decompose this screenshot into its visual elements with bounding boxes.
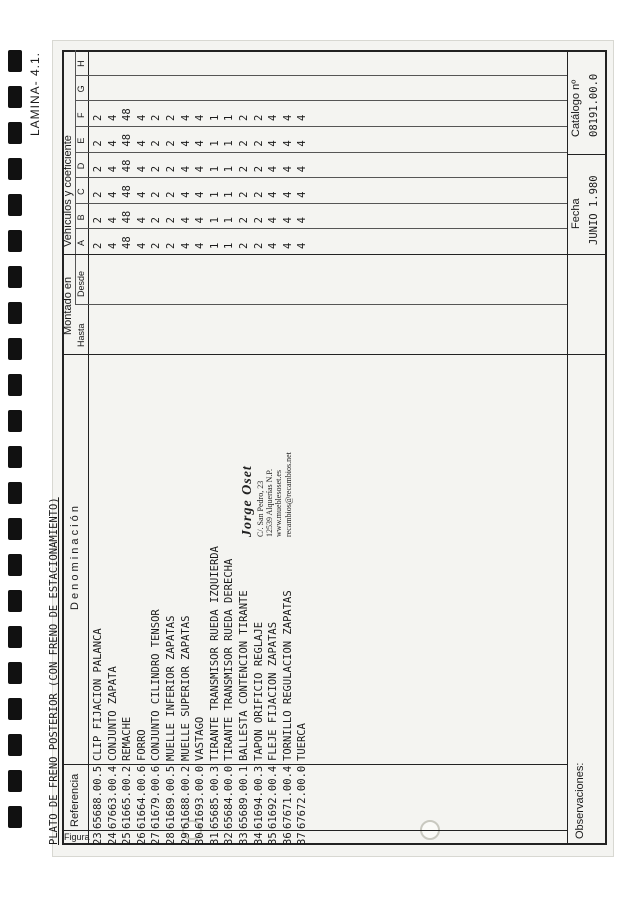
part-name: TAPON ORIFICIO REGLAJE	[252, 621, 265, 761]
coefficient-value: 2	[238, 165, 250, 173]
coefficient-value: 2	[92, 217, 104, 224]
coefficient-value: 1	[208, 242, 221, 249]
figure-number: 27	[150, 832, 163, 845]
header-divider	[88, 50, 89, 845]
vehicle-col-header: E	[76, 137, 86, 144]
table-row	[209, 50, 223, 845]
vehicle-col-header: B	[76, 214, 86, 221]
figure-number: 24	[106, 832, 119, 845]
coefficient-value: 4	[135, 165, 148, 173]
footer-divider	[567, 50, 568, 845]
coefficient-value: 4	[135, 217, 148, 224]
coefficient-value: 4	[296, 242, 309, 249]
coefficient-value: 48	[121, 185, 134, 198]
coefficient-value: 4	[194, 140, 207, 147]
figure-number: 37	[296, 832, 309, 845]
table-row	[180, 50, 194, 845]
coefficient-value: 4	[179, 140, 192, 147]
dealer-stamp	[240, 387, 293, 537]
parts-sheet	[28, 50, 607, 845]
coefficient-value: 2	[252, 165, 265, 173]
binding-ring	[8, 554, 22, 576]
vehiculos-header: Vehículos y coeficiente	[62, 135, 74, 247]
coefficient-value: 4	[296, 140, 309, 147]
part-name: FORRO	[135, 729, 148, 761]
coefficient-value: 2	[252, 191, 265, 198]
reference-number: 67663.00.4	[106, 765, 119, 829]
coefficient-value: 2	[238, 217, 250, 224]
reference-number: 61692.00.4	[267, 765, 280, 829]
figure-number: 34	[252, 832, 265, 845]
coefficient-value: 4	[267, 165, 280, 173]
binding-ring	[8, 446, 22, 468]
coefficient-value: 4	[194, 242, 207, 249]
coefficient-value: 2	[252, 217, 265, 224]
coefficient-value: 2	[150, 242, 163, 249]
figure-number: 30	[194, 832, 207, 845]
coefficient-value: 1	[208, 114, 221, 121]
table-row	[92, 50, 106, 845]
binding-ring	[8, 806, 22, 828]
coefficient-value: 4	[179, 165, 192, 173]
binding-ring	[8, 230, 22, 252]
coefficient-value: 2	[238, 114, 250, 121]
coefficient-value: 4	[106, 191, 119, 198]
montado-en-header: Montado en	[62, 276, 74, 335]
reference-number: 65689.00.1	[238, 765, 250, 829]
coefficient-value: 2	[150, 217, 163, 224]
figure-number: 36	[281, 832, 294, 845]
part-name: TUERCA	[296, 723, 309, 761]
coefficient-value: 4	[281, 165, 294, 173]
coefficient-value: 4	[296, 191, 309, 198]
binding-ring	[8, 770, 22, 792]
coefficient-value: 1	[208, 140, 221, 147]
fecha-label: Fecha	[570, 198, 582, 229]
coefficient-value: 4	[106, 165, 119, 173]
reference-number: 61688.00.2	[179, 765, 192, 829]
coefficient-value: 4	[194, 217, 207, 224]
coefficient-value: 2	[150, 140, 163, 147]
figura-header: Figura	[64, 832, 90, 842]
part-name: VASTAGO	[194, 716, 207, 761]
coefficient-value: 4	[281, 140, 294, 147]
binding-ring	[8, 50, 22, 72]
binding-ring	[8, 122, 22, 144]
binding-ring	[8, 590, 22, 612]
coefficient-value: 4	[281, 217, 294, 224]
coefficient-value: 4	[267, 242, 280, 249]
coefficient-value: 2	[92, 242, 104, 249]
coefficient-value: 48	[121, 133, 134, 147]
coefficient-value: 4	[179, 114, 192, 121]
coefficient-value: 1	[223, 140, 236, 147]
figure-number: 23	[92, 832, 104, 845]
figure-number: 29	[179, 832, 192, 845]
vehicle-col-header: H	[76, 60, 86, 67]
table-row	[223, 50, 237, 845]
coefficient-value: 2	[238, 191, 250, 198]
coefficient-value: 48	[121, 210, 134, 224]
coefficient-value: 4	[296, 165, 309, 173]
figure-number: 26	[135, 832, 148, 845]
reference-number: 67672.00.0	[296, 765, 309, 829]
coefficient-value: 2	[165, 191, 177, 198]
figure-number: 33	[238, 832, 250, 845]
coefficient-value: 1	[223, 114, 236, 121]
binding-ring	[8, 734, 22, 756]
denominacion-header: D e n o m i n a c i ó n	[69, 506, 81, 610]
observaciones-label: Observaciones:	[574, 762, 586, 839]
part-name: CONJUNTO ZAPATA	[106, 666, 119, 761]
lamina-label: LAMINA- 4.1.	[28, 52, 42, 137]
coefficient-value: 2	[165, 242, 177, 249]
reference-number: 67671.00.4	[281, 765, 294, 829]
coefficient-value: 2	[165, 140, 177, 147]
desde-header: Desde	[76, 270, 86, 297]
binding-ring	[8, 482, 22, 504]
coefficient-value: 1	[223, 217, 236, 224]
coefficient-value: 4	[179, 217, 192, 224]
coefficient-value: 1	[223, 191, 236, 198]
coefficient-value: 4	[267, 114, 280, 121]
binding-ring	[8, 698, 22, 720]
part-name: REMACHE	[121, 716, 134, 761]
table-row	[107, 50, 121, 845]
coefficient-value: 4	[106, 114, 119, 121]
coefficient-value: 1	[208, 191, 221, 198]
table-row	[296, 50, 310, 845]
reference-number: 65685.00.3	[208, 765, 221, 829]
coefficient-value: 4	[194, 165, 207, 173]
coefficient-value: 2	[92, 191, 104, 198]
part-name: TIRANTE TRANSMISOR RUEDA DERECHA	[223, 558, 236, 761]
stamp-name: Jorge Oset	[240, 465, 255, 537]
fecha-value: JUNIO 1.980	[588, 175, 600, 245]
catalogo-label: Catálogo nº	[570, 79, 582, 137]
coefficient-value: 4	[296, 217, 309, 224]
stamp-line: 12539 Alquerías N.P.	[265, 469, 275, 537]
coefficient-value: 1	[208, 165, 221, 173]
coefficient-value: 1	[223, 242, 236, 249]
coefficient-value: 4	[194, 114, 207, 121]
coefficient-value: 48	[121, 159, 134, 173]
binding-ring	[8, 302, 22, 324]
figure-number: 31	[208, 832, 221, 845]
table-row	[194, 50, 208, 845]
figure-number: 32	[223, 832, 236, 845]
coefficient-value: 4	[135, 242, 148, 249]
coefficient-value: 4	[281, 242, 294, 249]
stamp-line: recambios@recambios.net	[283, 452, 293, 537]
coefficient-value: 2	[150, 191, 163, 198]
coefficient-value: 2	[252, 140, 265, 147]
vehicle-col-header: D	[76, 162, 86, 170]
coefficient-value: 2	[252, 242, 265, 249]
coefficient-value: 2	[150, 165, 163, 173]
reference-number: 61689.00.5	[165, 765, 177, 829]
coefficient-value: 1	[223, 165, 236, 173]
vehicle-col-header: F	[76, 112, 86, 118]
figure-number: 28	[165, 832, 177, 845]
reference-number: 61664.00.6	[135, 765, 148, 829]
coefficient-value: 4	[179, 191, 192, 198]
catalogo-value: 08191.00.0	[588, 73, 600, 137]
coefficient-value: 2	[165, 114, 177, 121]
binding-ring	[8, 410, 22, 432]
part-name: CONJUNTO CILINDRO TENSOR	[150, 609, 163, 761]
reference-number: 61694.00.3	[252, 765, 265, 829]
figure-number: 25	[121, 832, 134, 845]
binding-ring	[8, 518, 22, 540]
stamp-line: www.mueblesoset.es	[274, 469, 284, 537]
coefficient-value: 2	[92, 165, 104, 173]
coefficient-value: 4	[106, 217, 119, 224]
reference-number: 61693.00.0	[194, 765, 207, 829]
coefficient-value: 2	[165, 165, 177, 173]
coefficient-value: 4	[194, 191, 207, 198]
col-line-footer	[567, 154, 607, 155]
vehicle-col-header: G	[76, 85, 86, 93]
part-name: TORNILLO REGULACION ZAPATAS	[281, 590, 294, 761]
table-row	[165, 50, 179, 845]
referencia-header: Referencia	[69, 773, 81, 827]
binding-ring	[8, 158, 22, 180]
part-name: MUELLE INFERIOR ZAPATAS	[165, 615, 177, 761]
binding-ring	[8, 662, 22, 684]
binding-ring	[8, 266, 22, 288]
vehicle-col-header: A	[76, 239, 86, 246]
coefficient-value: 4	[106, 140, 119, 147]
table-row	[136, 50, 150, 845]
coefficient-value: 4	[135, 140, 148, 147]
hasta-header: Hasta	[76, 323, 86, 347]
reference-number: 65688.00.5	[92, 765, 104, 829]
coefficient-value: 2	[150, 114, 163, 121]
binding-ring	[8, 626, 22, 648]
coefficient-value: 2	[165, 217, 177, 224]
binding-ring	[8, 194, 22, 216]
part-name: TIRANTE TRANSMISOR RUEDA IZQUIERDA	[208, 546, 221, 761]
sheet-title: PLATO DE FRENO POSTERIOR (CON FRENO DE ESTACIONAMIENTO)	[48, 497, 60, 845]
coefficient-value: 4	[135, 191, 148, 198]
coefficient-value: 4	[267, 217, 280, 224]
coefficient-value: 4	[135, 114, 148, 121]
table-row	[121, 50, 135, 845]
coefficient-value: 48	[121, 236, 134, 249]
part-name: CLIP FIJACION PALANCA	[92, 628, 104, 761]
coefficient-value: 4	[106, 242, 119, 249]
reference-number: 61679.00.6	[150, 765, 163, 829]
stamp-line: C/. San Pedro, 23	[256, 480, 266, 537]
coefficient-value: 4	[267, 191, 280, 198]
coefficient-value: 4	[267, 140, 280, 147]
part-name: BALLESTA CONTENCION TIRANTE	[238, 590, 250, 761]
coefficient-value: 2	[238, 242, 250, 249]
coefficient-value: 48	[121, 108, 134, 121]
figure-number: 35	[267, 832, 280, 845]
vehicle-col-header: C	[76, 188, 86, 195]
binding-ring	[8, 338, 22, 360]
binding-rings	[8, 50, 24, 850]
coefficient-value: 4	[179, 242, 192, 249]
table-row	[150, 50, 164, 845]
binding-ring	[8, 86, 22, 108]
coefficient-value: 2	[92, 140, 104, 147]
coefficient-value: 2	[92, 114, 104, 121]
coefficient-value: 4	[281, 114, 294, 121]
binding-ring	[8, 374, 22, 396]
coefficient-value: 2	[238, 140, 250, 147]
coefficient-value: 2	[252, 114, 265, 121]
part-name: FLEJE FIJACION ZAPATAS	[267, 621, 280, 761]
reference-number: 65684.00.0	[223, 765, 236, 829]
coefficient-value: 4	[296, 114, 309, 121]
coefficient-value: 4	[281, 191, 294, 198]
part-name: MUELLE SUPERIOR ZAPATAS	[179, 615, 192, 761]
coefficient-value: 1	[208, 217, 221, 224]
reference-number: 61665.00.2	[121, 765, 134, 829]
